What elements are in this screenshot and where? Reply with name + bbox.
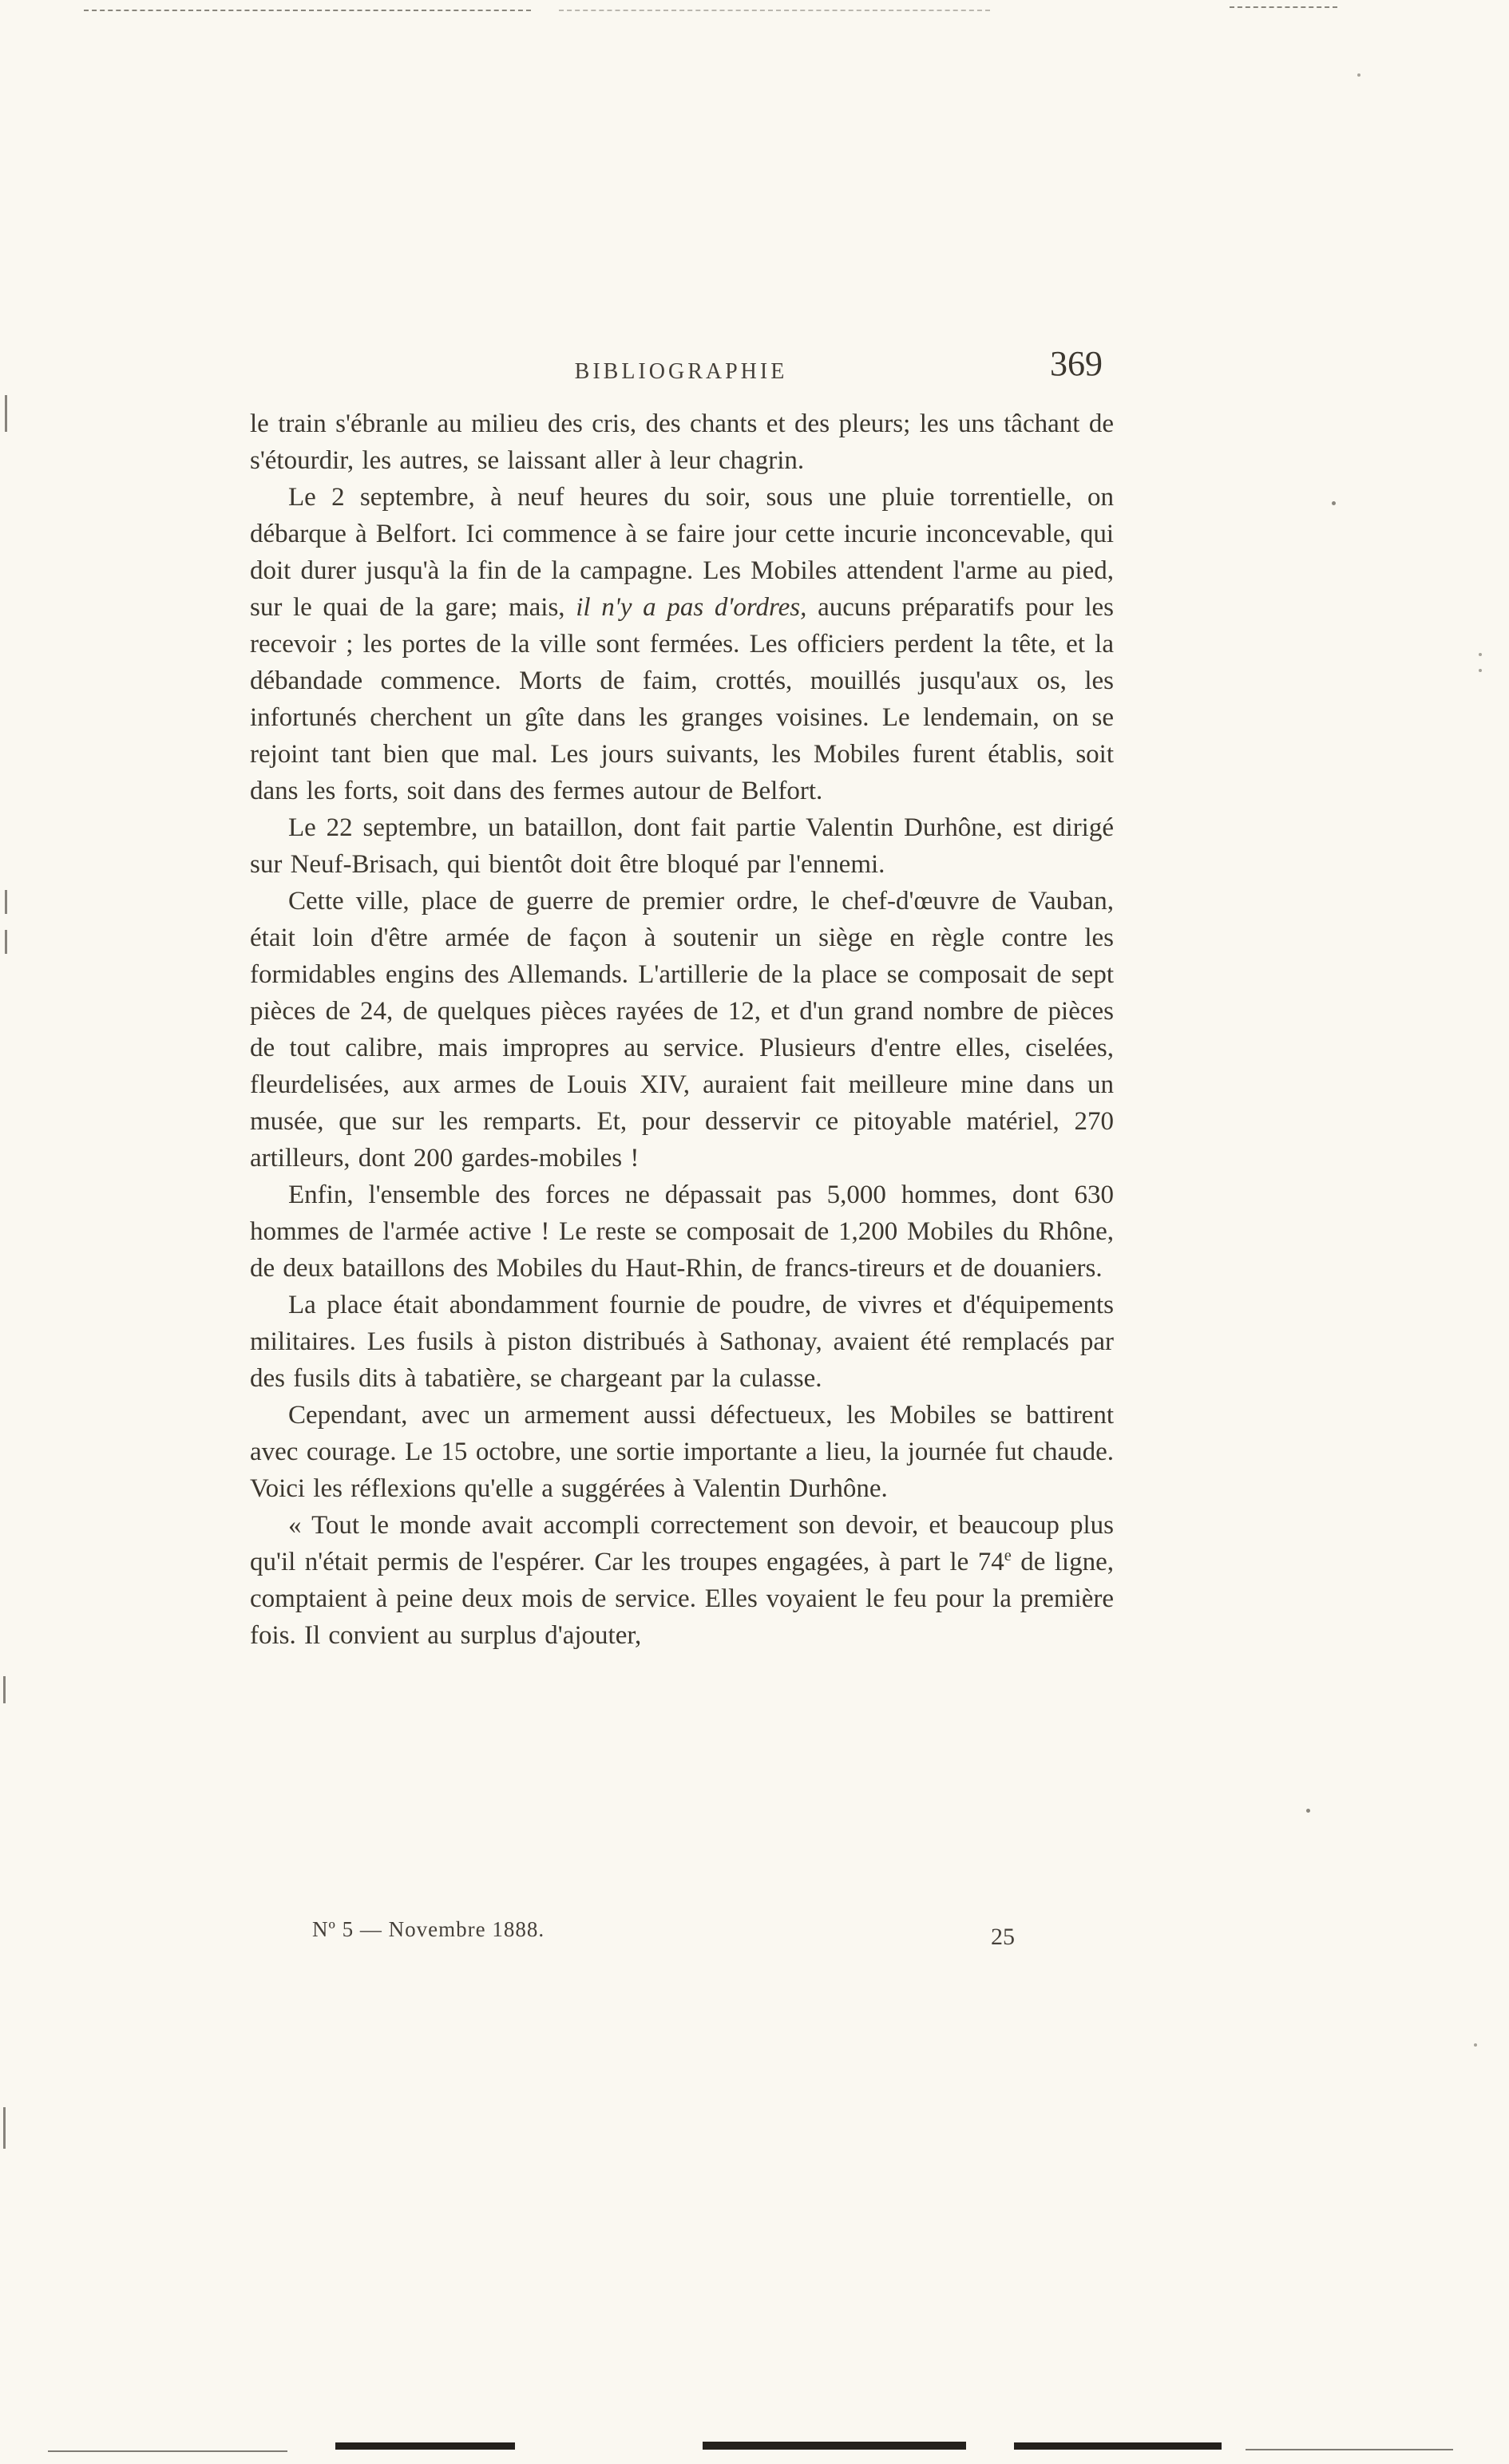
scan-artifact <box>1479 669 1482 672</box>
page-header <box>250 344 1112 399</box>
scan-artifact <box>5 395 7 432</box>
paragraph-1: le train s'ébranle au milieu des cris, des chants et des pleurs; les uns tâchant de s'étourdir, les autres, se laissant aller à leur chagrin. <box>250 409 1114 475</box>
paragraph-3: Le 22 septembre, un bataillon, dont fait partie Valentin Durhône, est dirigé sur Neuf-Brisach, qui bientôt doit être bloqué par l'ennemi. <box>250 813 1114 879</box>
scan-artifact <box>1306 1809 1310 1813</box>
scan-artifact <box>1230 6 1337 8</box>
paragraph-2-text: aucuns préparatifs pour les recevoir ; les portes de la ville sont fermées. Les officiers perdent la tête, et la débandade commence. Morts de faim, crottés, mouillés jusqu'aux os, les infortunés cherchent un gîte dans les granges voisines. Le lendemain, on se rejoint tant bien que mal. Les jours suivants, les Mobiles furent établis, soit dans les forts, soit dans des fermes autour de Belfort. <box>250 593 1115 805</box>
paragraph-7: Cependant, avec un armement aussi défectueux, les Mobiles se battirent avec courage. Le 15 octobre, une sortie importante a lieu, la journée fut chaude. Voici les réflexions qu'elle a suggérées à Valentin Durhône. <box>250 1401 1114 1503</box>
scan-artifact <box>84 10 531 11</box>
scan-artifact <box>48 2450 287 2452</box>
scan-artifact <box>559 10 990 11</box>
scan-artifact <box>1479 653 1482 656</box>
paragraph-8-text: de ligne, comptaient à peine deux mois de service. Elles voyaient le feu pour la première fois. Il convient au surplus d'ajouter, <box>250 1548 1114 1650</box>
paragraph-4: Cette ville, place de guerre de premier ordre, le chef-d'œuvre de Vauban, était loin d'être armée de façon à soutenir un siège en règle contre les formidables engins des Allemands. L'artillerie de la place se composait de sept pièces de 24, de quelques pièces rayées de 12, et d'un grand nombre de pièces de tout calibre, mais impropres au service. Plusieurs d'entre elles, ciselées, fleurdelisées, aux armes de Louis XIV, auraient fait meilleure mine dans un musée, que sur les remparts. Et, pour desservir ce pitoyable matériel, 270 artilleurs, dont 200 gardes-mobiles ! <box>250 887 1114 1173</box>
issue-label: Nº 5 — Novembre 1888. <box>312 1917 545 1941</box>
paragraph-2 <box>250 479 1114 809</box>
scan-artifact <box>1014 2442 1222 2450</box>
text-block <box>250 405 1114 1654</box>
scan-artifact <box>1474 2043 1477 2047</box>
scan-artifact <box>5 930 7 954</box>
page-header-title: BIBLIOGRAPHIE <box>574 359 788 384</box>
paragraph-5: Enfin, l'ensemble des forces ne dépassait pas 5,000 hommes, dont 630 hommes de l'armée active ! Le reste se composait de 1,200 Mobiles du Rhône, de deux bataillons des Mobiles du Haut-Rhin, de francs-tireurs et de douaniers. <box>250 1181 1114 1283</box>
scan-artifact <box>3 1676 6 1703</box>
scan-artifact <box>335 2442 515 2450</box>
sheet-number: 25 <box>991 1924 1015 1950</box>
scan-artifact <box>1246 2449 1453 2450</box>
paragraph-8 <box>250 1507 1114 1654</box>
scan-artifact <box>1357 73 1360 77</box>
scan-artifact <box>5 890 7 914</box>
paragraph-2-text: Le 2 septembre, à neuf heures du soir, sous une pluie torrentielle, on débarque à Belfort. Ici commence à se faire jour cette incurie inconcevable, qui doit durer jusqu'à la fin de la campagne. Les Mobiles attendent l'arme au pied, sur le quai de la gare; mais, <box>250 483 1114 622</box>
ordinal-superscript: e <box>1004 1547 1012 1564</box>
paragraph-6: La place était abondamment fournie de poudre, de vivres et d'équipements militaires. Les fusils à piston distribués à Sathonay, avaient été remplacés par des fusils dits à tabatière, se chargeant par la culasse. <box>250 1291 1114 1393</box>
scan-artifact <box>3 2107 6 2149</box>
page-footer <box>250 1917 1114 1956</box>
paragraph-8-text: « Tout le monde avait accompli correctement son devoir, et beaucoup plus qu'il n'était permis de l'espérer. Car les troupes engagées, à part le 74 <box>250 1511 1114 1576</box>
page-number: 369 <box>1050 344 1103 383</box>
italic-phrase: il n'y a pas d'ordres, <box>576 593 807 622</box>
scan-artifact <box>703 2442 966 2450</box>
scan-artifact <box>1332 501 1336 505</box>
